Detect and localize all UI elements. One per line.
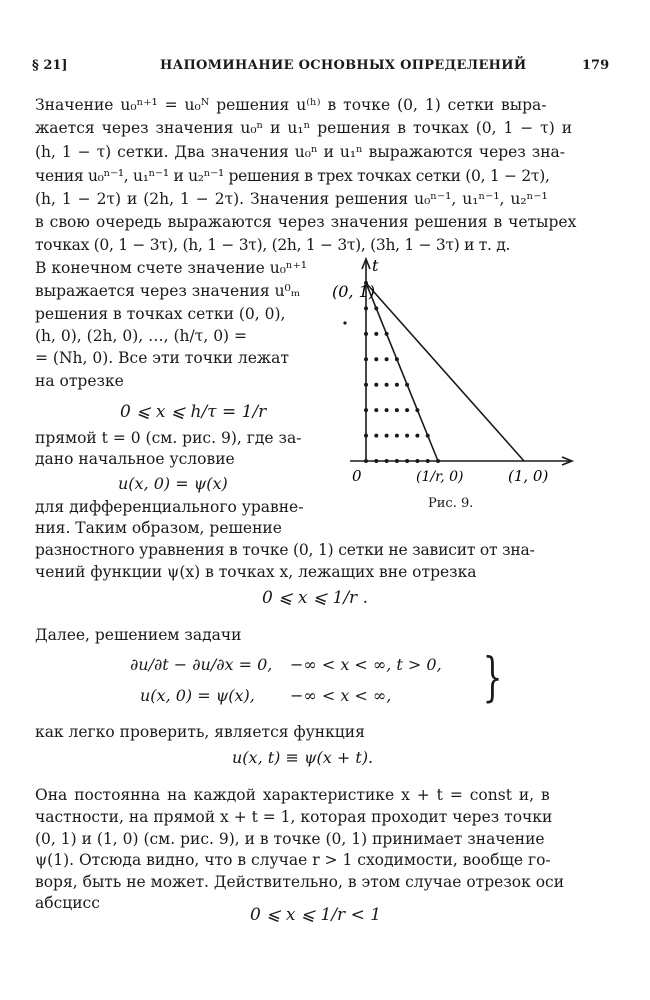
- text-line: ния. Таким образом, решение: [35, 519, 282, 537]
- text-line: в свою очередь выражаются через значения решения в четырех: [35, 213, 577, 231]
- grid-node: [436, 459, 440, 463]
- grid-node: [385, 459, 389, 463]
- text-line: (h, 0), (2h, 0), …, (h/τ, 0) =: [35, 327, 248, 345]
- point-label-1r-0: (1/r, 0): [416, 469, 464, 485]
- text-line: разностного уравнения в точке (0, 1) сетки не зависит от зна-: [35, 541, 535, 559]
- grid-node: [385, 332, 389, 336]
- text-line: (h, 1 − τ) сетки. Два значения u₀ⁿ и u₁ⁿ выражаются через зна-: [35, 143, 566, 161]
- text-line: Она постоянна на каждой характеристике x + t = const и, в: [35, 786, 550, 804]
- inequality-segment-2: 0 ⩽ x ⩽ 1/r .: [262, 588, 368, 608]
- system-eq2-left: u(x, 0) = ψ(x),: [140, 686, 255, 705]
- grid-node: [364, 408, 368, 412]
- grid-node: [395, 408, 399, 412]
- text-line: чения u₀ⁿ⁻¹, u₁ⁿ⁻¹ и u₂ⁿ⁻¹ решения в трех точках сетки (0, 1 − 2τ),: [35, 167, 550, 185]
- grid-node: [426, 459, 430, 463]
- text-line: для дифференциального уравне-: [35, 498, 304, 516]
- grid-node: [364, 357, 368, 361]
- grid-node: [415, 408, 419, 412]
- stray-dot: [343, 321, 346, 324]
- grid-node: [415, 434, 419, 438]
- text-line: воря, быть не может. Действительно, в этом случае отрезок оси: [35, 873, 565, 891]
- grid-node: [405, 383, 409, 387]
- point-label-0-1: (0, 1): [332, 282, 376, 301]
- grid-node: [364, 434, 368, 438]
- grid-node: [364, 459, 368, 463]
- solution-formula: u(x, t) ≡ ψ(x + t).: [232, 748, 374, 767]
- grid-node: [374, 357, 378, 361]
- characteristic-line: [366, 283, 524, 461]
- t-axis-label: t: [372, 256, 379, 275]
- grid-node: [415, 459, 419, 463]
- grid-node: [374, 306, 378, 310]
- grid-node: [426, 434, 430, 438]
- text-line: выражается через значения u⁰ₘ: [35, 282, 301, 300]
- grid-node: [385, 383, 389, 387]
- inequality-segment-3: 0 ⩽ x ⩽ 1/r < 1: [250, 905, 382, 925]
- grid-node: [374, 434, 378, 438]
- grid-node: [385, 357, 389, 361]
- grid-node: [374, 383, 378, 387]
- system-eq1-right: −∞ < x < ∞, t > 0,: [290, 655, 442, 674]
- text-line: на отрезке: [35, 372, 124, 390]
- text-line: (h, 1 − 2τ) и (2h, 1 − 2τ). Значения решения u₀ⁿ⁻¹, u₁ⁿ⁻¹, u₂ⁿ⁻¹: [35, 190, 548, 208]
- grid-node: [385, 408, 389, 412]
- text-line: частности, на прямой x + t = 1, которая проходит через точки: [35, 808, 553, 826]
- text-line: жается через значения u₀ⁿ и u₁ⁿ решения в точках (0, 1 − τ) и: [35, 119, 573, 137]
- system-eq1-left: ∂u/∂t − ∂u/∂x = 0,: [130, 655, 273, 674]
- grid-node: [364, 332, 368, 336]
- text-line: как легко проверить, является функция: [35, 723, 365, 741]
- text-line: чений функции ψ(x) в точках x, лежащих вне отрезка: [35, 563, 477, 581]
- inequality-segment: 0 ⩽ x ⩽ h/τ = 1/r: [120, 402, 267, 422]
- grid-node: [364, 383, 368, 387]
- grid-node: [374, 459, 378, 463]
- running-title: НАПОМИНАНИЕ ОСНОВНЫХ ОПРЕДЕЛЕНИЙ: [160, 58, 527, 73]
- grid-node: [395, 459, 399, 463]
- text-line: (0, 1) и (1, 0) (см. рис. 9), и в точке (0, 1) принимает значение: [35, 830, 545, 848]
- initial-condition: u(x, 0) = ψ(x): [118, 474, 228, 493]
- text-line: = (Nh, 0). Все эти точки лежат: [35, 349, 290, 367]
- figure-9: [330, 255, 580, 525]
- grid-node: [395, 383, 399, 387]
- grid-node: [374, 408, 378, 412]
- point-label-1-0: (1, 0): [508, 467, 549, 485]
- text-line: ψ(1). Отсюда видно, что в случае r > 1 сходимости, вообще го-: [35, 851, 551, 869]
- grid-node: [405, 434, 409, 438]
- grid-node: [364, 306, 368, 310]
- grid-node: [395, 357, 399, 361]
- figure-caption: Рис. 9.: [428, 496, 474, 511]
- text-line: решения в точках сетки (0, 0),: [35, 305, 286, 323]
- text-line: В конечном счете значение u₀ⁿ⁺¹: [35, 259, 308, 277]
- grid-node: [374, 332, 378, 336]
- grid-node: [395, 434, 399, 438]
- origin-label: 0: [352, 467, 362, 485]
- grid-node: [385, 434, 389, 438]
- section-marker: § 21]: [32, 58, 68, 73]
- text-line: абсцисс: [35, 894, 100, 912]
- grid-node: [405, 408, 409, 412]
- right-brace: }: [482, 648, 503, 708]
- text-line: Значение u₀ⁿ⁺¹ = u₀ᴺ решения u⁽ʰ⁾ в точке (0, 1) сетки выра-: [35, 96, 547, 114]
- text-line: Далее, решением задачи: [35, 626, 242, 644]
- text-line: прямой t = 0 (см. рис. 9), где за-: [35, 429, 302, 447]
- system-eq2-right: −∞ < x < ∞,: [290, 686, 392, 705]
- page-number: 179: [582, 58, 610, 73]
- text-line: точках (0, 1 − 3τ), (h, 1 − 3τ), (2h, 1 − 3τ), (3h, 1 − 3τ) и т. д.: [35, 236, 511, 254]
- grid-node: [405, 459, 409, 463]
- text-line: дано начальное условие: [35, 450, 235, 468]
